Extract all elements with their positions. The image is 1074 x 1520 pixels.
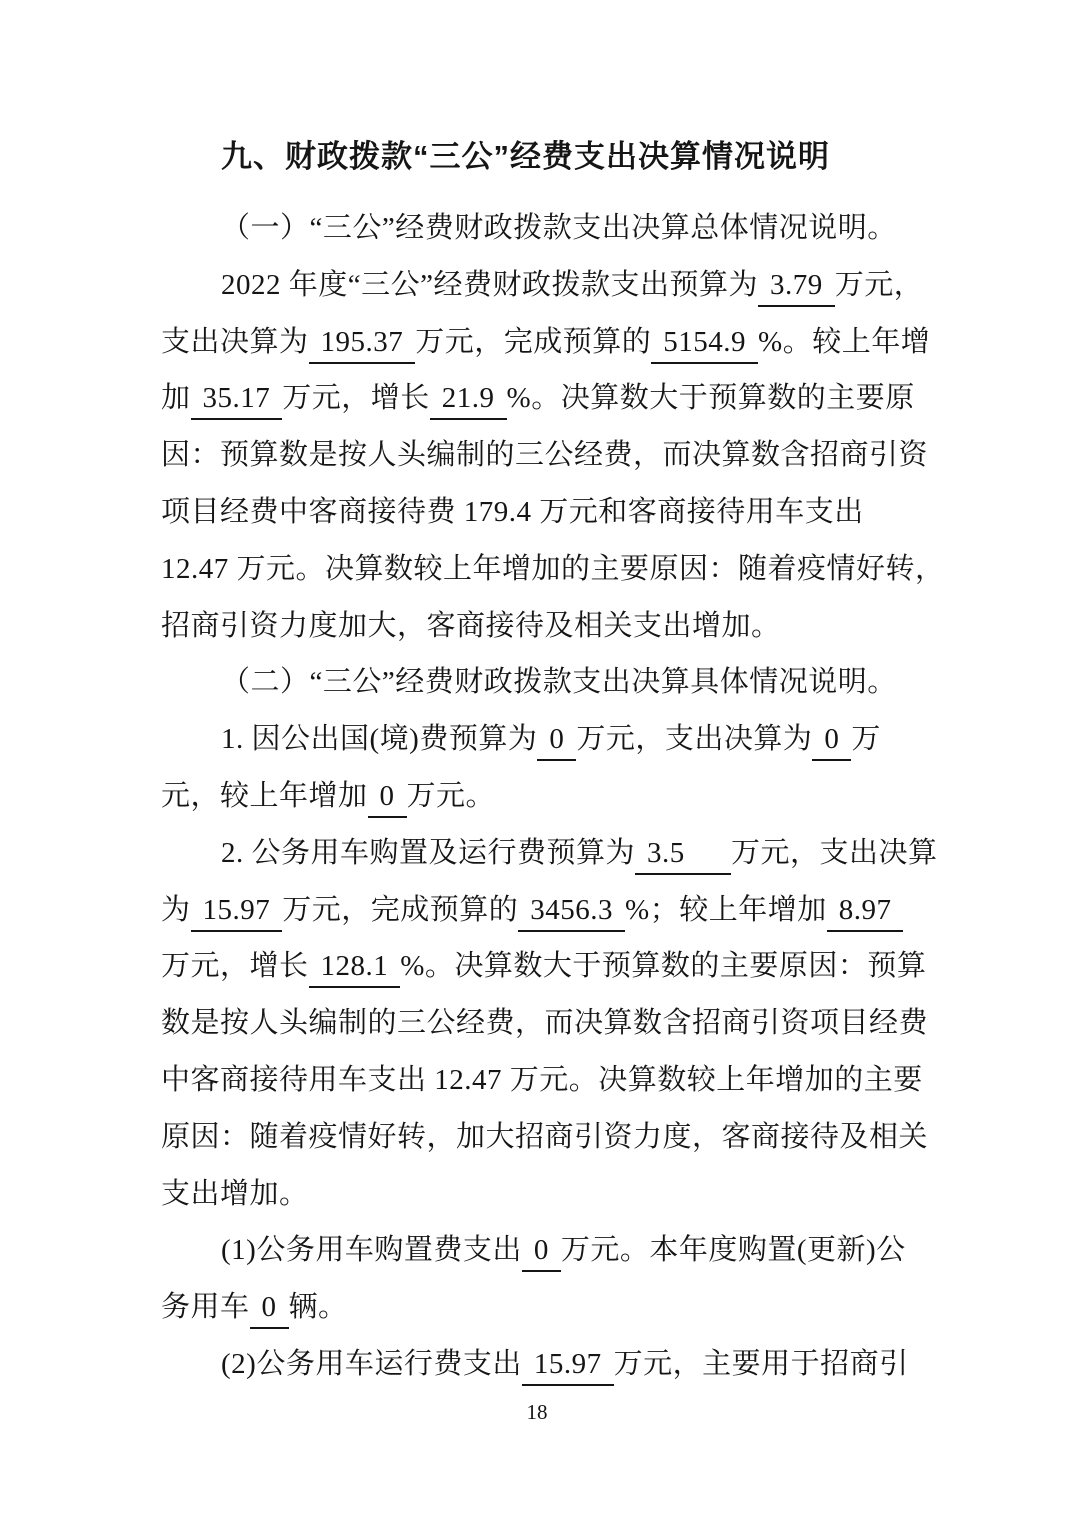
underlined-blank-value: 3.5 bbox=[635, 833, 731, 875]
document-line bbox=[161, 995, 929, 1052]
text-segment: 万元。 bbox=[406, 779, 496, 812]
underlined-blank-value: 0 bbox=[522, 1230, 561, 1272]
underlined-blank-value: 195.37 bbox=[309, 322, 416, 364]
document-line bbox=[161, 484, 917, 541]
text-segment: 元，较上年增加 bbox=[161, 779, 368, 812]
text-segment: 九、财政拨款“三公”经费支出决算情况说明 bbox=[221, 139, 830, 174]
text-segment: 万元，主要用于招商引 bbox=[613, 1347, 909, 1380]
document-line bbox=[161, 1279, 917, 1336]
underlined-blank-value: 128.1 bbox=[309, 946, 401, 988]
text-segment: （二）“三公”经费财政拨款支出决算具体情况说明。 bbox=[221, 666, 897, 699]
text-segment: 万元，增长 bbox=[282, 382, 430, 415]
document-line bbox=[161, 654, 917, 711]
text-segment: 万元，完成预算的 bbox=[282, 893, 519, 926]
text-segment: %。较上年增 bbox=[758, 325, 931, 358]
underlined-blank-value: 0 bbox=[812, 719, 851, 761]
document-line bbox=[161, 1222, 917, 1279]
underlined-blank-value: 15.97 bbox=[191, 890, 283, 932]
text-segment: %。决算数大于预算数的主要原 bbox=[506, 382, 915, 415]
underlined-blank-value: 21.9 bbox=[430, 378, 507, 420]
document-line bbox=[161, 711, 917, 768]
text-segment: 项目经费中客商接待费 179.4 万元和客商接待用车支出 bbox=[161, 495, 864, 528]
text-segment: (1)公务用车购置费支出 bbox=[221, 1234, 522, 1267]
document-line bbox=[161, 314, 931, 371]
text-segment: 为 bbox=[161, 893, 191, 926]
text-segment: 中客商接待用车支出 12.47 万元。决算数较上年增加的主要 bbox=[161, 1063, 923, 1096]
text-segment: 支出决算为 bbox=[161, 325, 309, 358]
text-segment: 辆。 bbox=[288, 1291, 348, 1324]
text-segment: %。决算数大于预算数的主要原因：预算 bbox=[400, 950, 927, 983]
underlined-blank-value: 3456.3 bbox=[518, 890, 625, 932]
underlined-blank-value: 15.97 bbox=[522, 1344, 614, 1386]
text-segment: 12.47 万元。决算数较上年增加的主要原因：随着疫情好转， bbox=[161, 552, 945, 585]
document-line bbox=[161, 938, 927, 995]
page-number: 18 bbox=[526, 1400, 548, 1424]
text-segment: 万元， bbox=[834, 268, 924, 301]
text-segment: 务用车 bbox=[161, 1291, 250, 1324]
text-segment: 数是按人头编制的三公经费，而决算数含招商引资项目经费 bbox=[161, 1007, 929, 1040]
document-line bbox=[161, 768, 917, 825]
underlined-blank-value: 35.17 bbox=[191, 378, 283, 420]
document-line bbox=[161, 1109, 929, 1166]
text-segment: 支出增加。 bbox=[161, 1177, 309, 1210]
text-segment: 2. 公务用车购置及运行费预算为 bbox=[221, 836, 636, 869]
document-line bbox=[161, 427, 929, 484]
text-segment: 万元，支出决算为 bbox=[576, 723, 813, 756]
document-line bbox=[161, 882, 917, 939]
underlined-blank-value: 8.97 bbox=[827, 890, 904, 932]
text-segment: 1. 因公出国(境)费预算为 bbox=[221, 723, 538, 756]
underlined-blank-value: 0 bbox=[537, 719, 576, 761]
document-line bbox=[161, 370, 917, 427]
document-line bbox=[161, 1052, 923, 1109]
document-line bbox=[161, 1336, 917, 1393]
text-segment: %；较上年增加 bbox=[625, 893, 827, 926]
document-line bbox=[161, 598, 917, 655]
text-segment: (2)公务用车运行费支出 bbox=[221, 1347, 522, 1380]
text-segment: 万 bbox=[851, 723, 881, 756]
underlined-blank-value: 3.79 bbox=[758, 265, 835, 307]
text-segment: 招商引资力度加大，客商接待及相关支出增加。 bbox=[161, 609, 781, 642]
section-heading bbox=[161, 130, 917, 200]
text-segment: 因：预算数是按人头编制的三公经费，而决算数含招商引资 bbox=[161, 439, 929, 472]
document-line bbox=[161, 257, 924, 314]
text-segment: 万元。本年度购置(更新)公 bbox=[560, 1234, 906, 1267]
text-segment: 加 bbox=[161, 382, 191, 415]
text-segment: 万元，增长 bbox=[161, 950, 309, 983]
text-segment: 万元，支出决算 bbox=[731, 836, 938, 869]
text-segment: （一）“三公”经费财政拨款支出决算总体情况说明。 bbox=[221, 212, 897, 244]
text-segment: 原因：随着疫情好转，加大招商引资力度，客商接待及相关 bbox=[161, 1120, 929, 1153]
underlined-blank-value: 5154.9 bbox=[651, 322, 758, 364]
document-line bbox=[161, 825, 938, 882]
document-body bbox=[161, 130, 945, 1393]
text-segment: 2022 年度“三公”经费财政拨款支出预算为 bbox=[221, 268, 758, 301]
document-line bbox=[161, 541, 945, 598]
document-line bbox=[161, 1166, 917, 1223]
document-line bbox=[161, 200, 917, 257]
underlined-blank-value: 0 bbox=[368, 776, 407, 818]
text-segment: 万元，完成预算的 bbox=[415, 325, 652, 358]
underlined-blank-value: 0 bbox=[250, 1287, 289, 1329]
